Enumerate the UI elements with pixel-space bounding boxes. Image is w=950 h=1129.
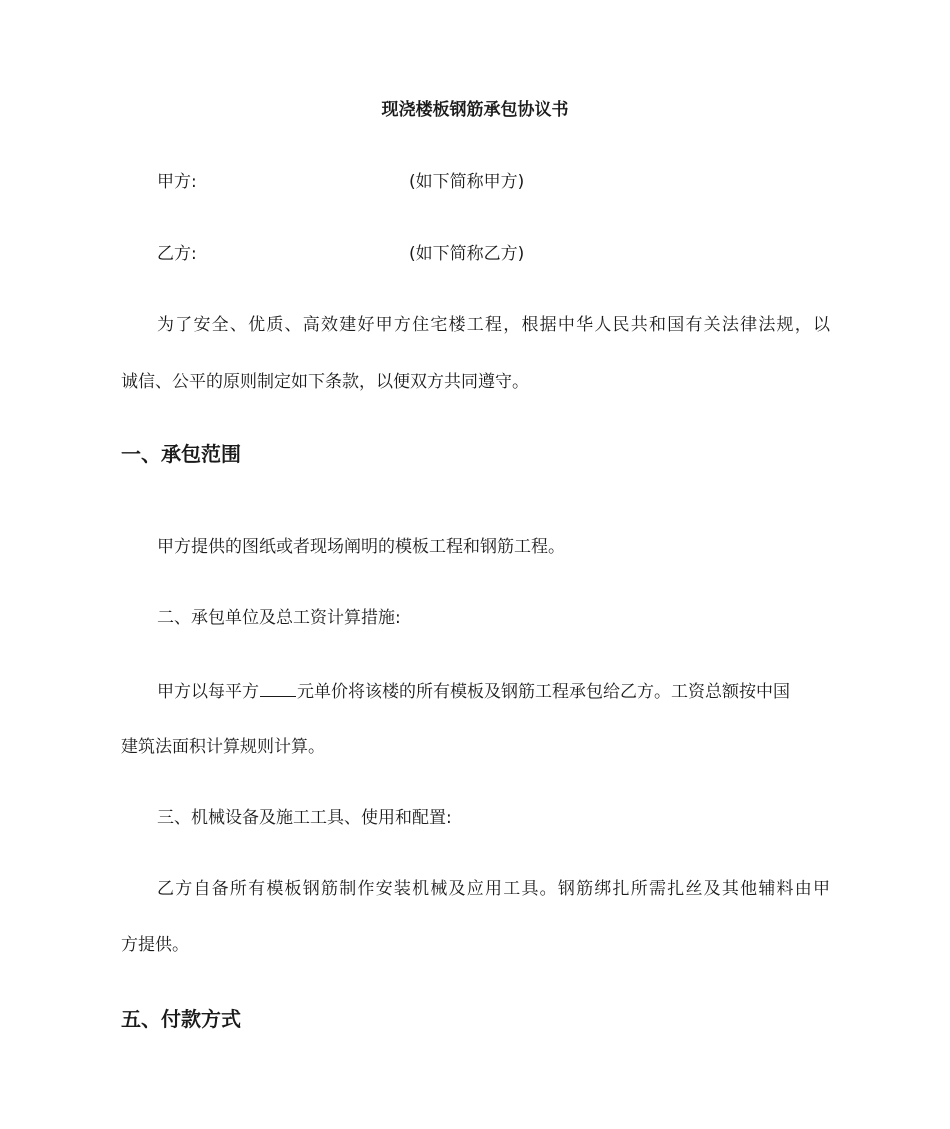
price-blank — [260, 678, 296, 697]
preamble-line-1: 为了安全、优质、高效建好甲方住宅楼工程，根据中华人民共和国有关法律法规，以 — [157, 315, 830, 335]
section-2-body-part-1: 甲方以每平方 — [157, 682, 259, 702]
section-1-body: 甲方提供的图纸或者现场阐明的模板工程和钢筋工程。 — [157, 537, 565, 557]
section-1-heading: 一、承包范围 — [121, 442, 241, 466]
party-b-label: 乙方: — [157, 244, 197, 264]
section-2-body-line-1 — [157, 678, 790, 704]
section-3-heading: 三、机械设备及施工工具、使用和配置: — [157, 808, 452, 828]
document-title: 现浇楼板钢筋承包协议书 — [381, 100, 569, 120]
preamble-line-2: 诚信、公平的原则制定如下条款，以便双方共同遵守。 — [121, 372, 529, 392]
section-3-body-line-2: 方提供。 — [121, 935, 189, 955]
section-2-body-line-2: 建筑法面积计算规则计算。 — [121, 737, 325, 757]
party-b-note: (如下简称乙方) — [409, 244, 525, 264]
section-2-body-part-2: 元单价将该楼的所有模板及钢筋工程承包给乙方。工资总额按中国 — [297, 682, 790, 702]
section-2-heading: 二、承包单位及总工资计算措施: — [157, 608, 401, 628]
section-5-heading: 五、付款方式 — [121, 1007, 241, 1031]
party-a-label: 甲方: — [157, 172, 197, 192]
party-a-note: (如下简称甲方) — [409, 172, 525, 192]
section-3-body-line-1: 乙方自备所有模板钢筋制作安装机械及应用工具。钢筋绑扎所需扎丝及其他辅料由甲 — [157, 879, 830, 899]
